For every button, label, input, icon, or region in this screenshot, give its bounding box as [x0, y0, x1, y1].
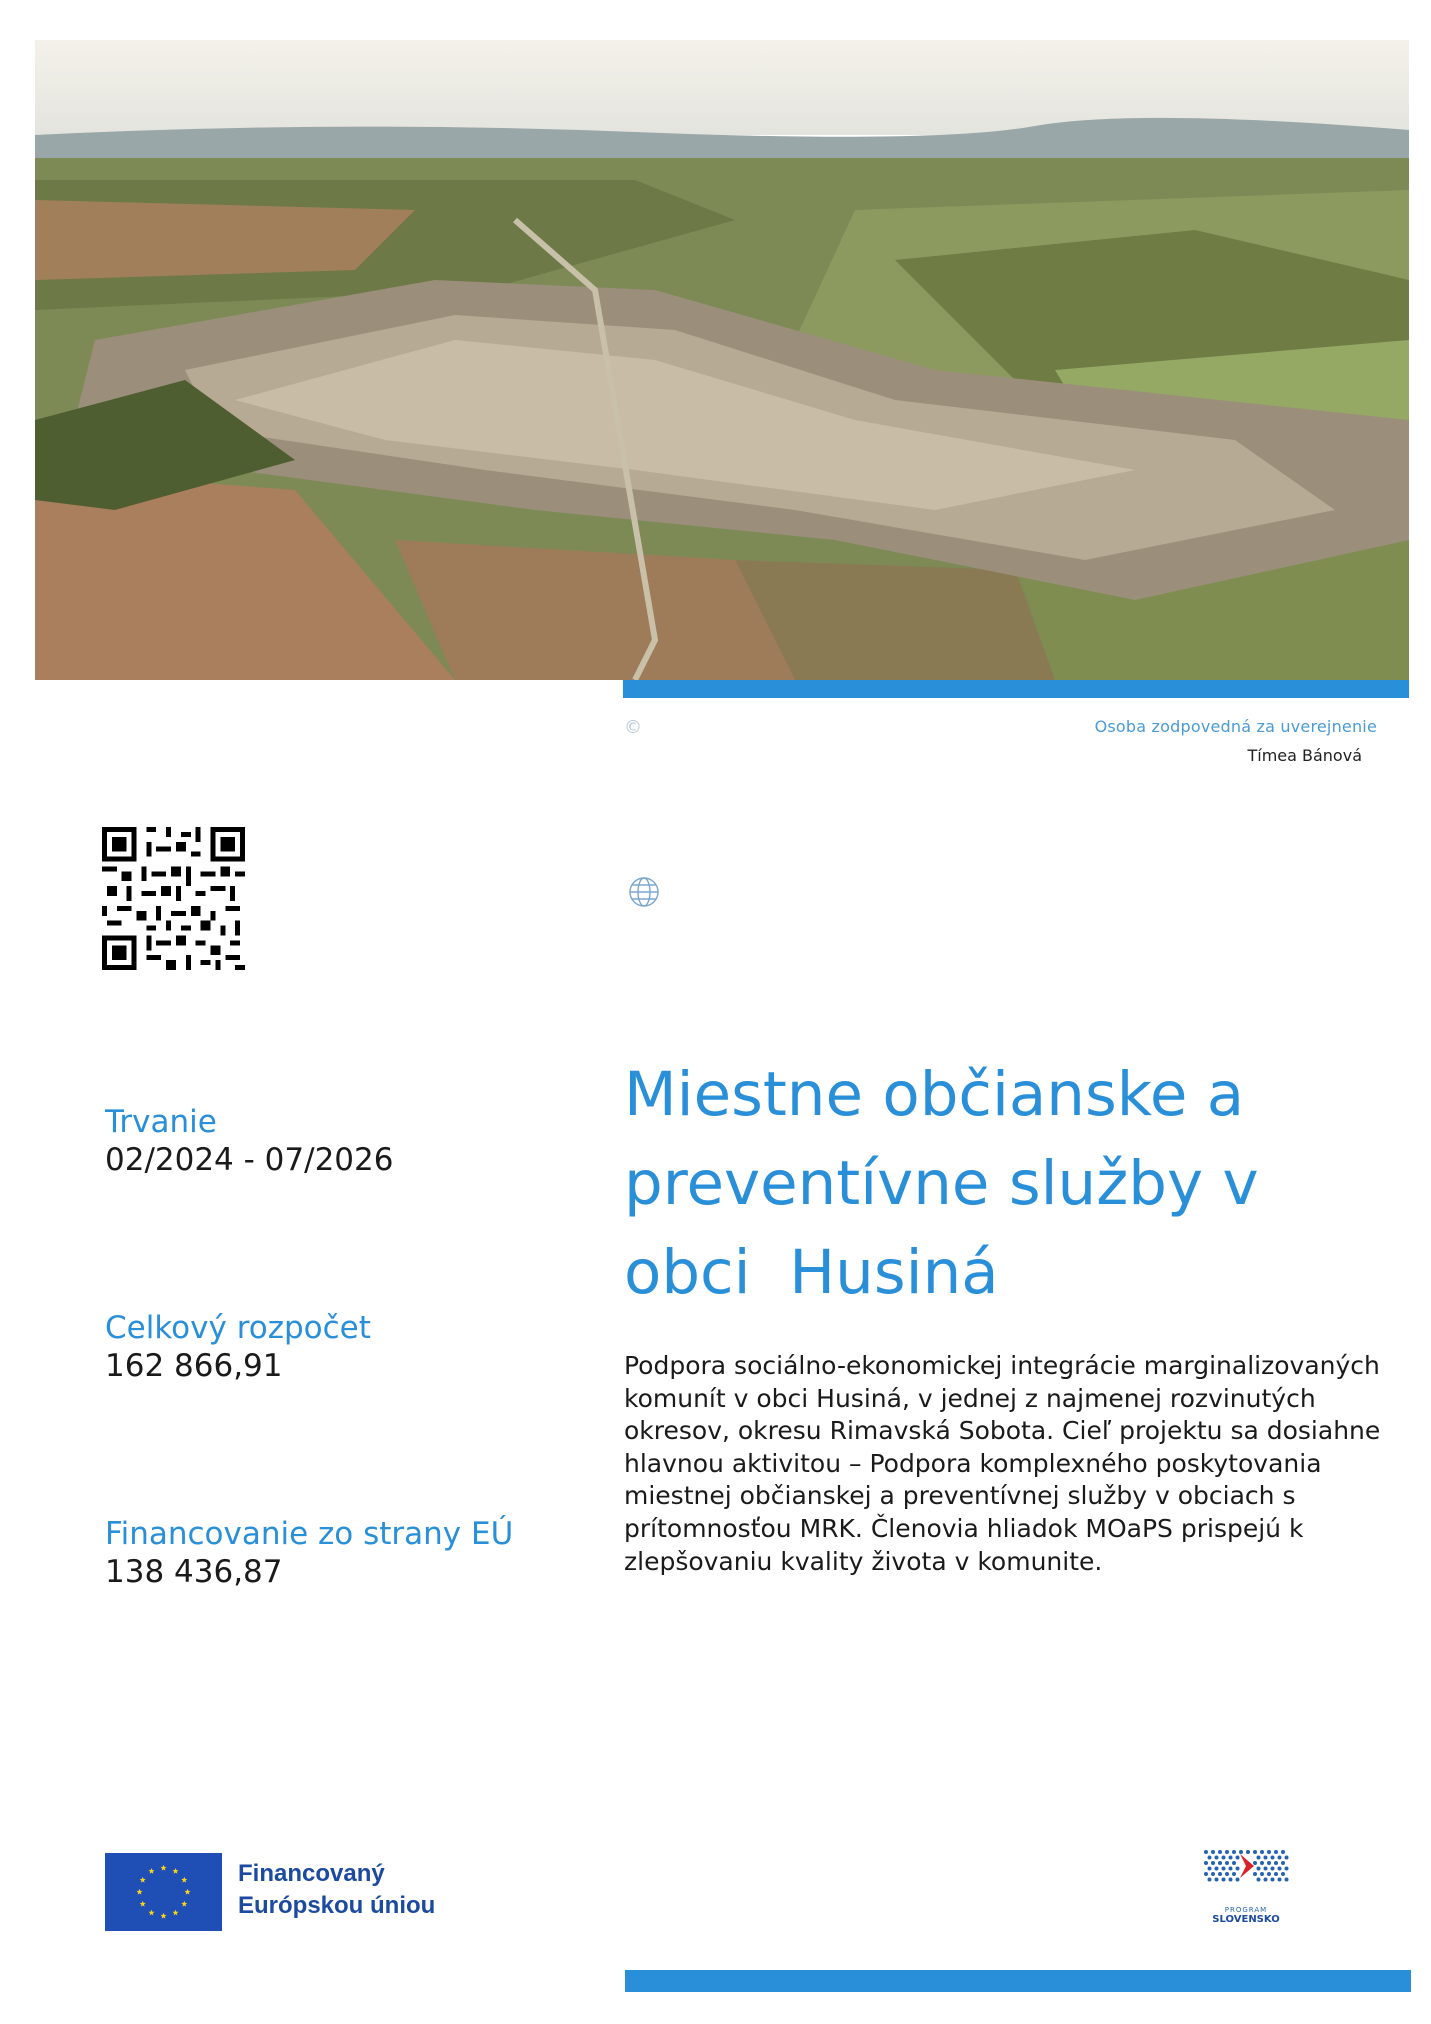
eu-funding-block — [105, 1515, 513, 1591]
duration-value: 02/2024 - 07/2026 — [105, 1142, 394, 1178]
logo-dot — [1285, 1856, 1289, 1860]
copyright-icon: © — [624, 717, 642, 738]
logo-dot — [1222, 1856, 1226, 1860]
logo-dot — [1257, 1878, 1261, 1882]
logo-dot — [1239, 1850, 1243, 1854]
publisher-label: Osoba zodpovedná za uverejnenie — [1094, 717, 1377, 736]
logo-dot — [1204, 1861, 1208, 1865]
eu-funded-line1: Financovaný — [238, 1860, 385, 1887]
logo-dot — [1260, 1872, 1264, 1876]
logo-dot — [1232, 1850, 1236, 1854]
aerial-village-photo — [35, 40, 1409, 680]
logo-dot — [1222, 1867, 1226, 1871]
logo-dot — [1218, 1861, 1222, 1865]
logo-dot — [1204, 1850, 1208, 1854]
program-label: PROGRAM — [1224, 1906, 1268, 1914]
budget-block — [105, 1309, 371, 1385]
logo-dot — [1260, 1850, 1264, 1854]
logo-dot — [1267, 1850, 1271, 1854]
logo-dot — [1285, 1867, 1289, 1871]
logo-dot — [1225, 1872, 1229, 1876]
logo-dot — [1253, 1872, 1257, 1876]
logo-dot — [1274, 1872, 1278, 1876]
logo-dot — [1253, 1850, 1257, 1854]
logo-dot — [1271, 1878, 1275, 1882]
logo-dot — [1257, 1856, 1261, 1860]
logo-dot — [1278, 1867, 1282, 1871]
logo-dot — [1208, 1867, 1212, 1871]
logo-dot — [1264, 1878, 1268, 1882]
logo-dot — [1257, 1867, 1261, 1871]
logo-dot — [1264, 1856, 1268, 1860]
logo-dot — [1267, 1872, 1271, 1876]
logo-dot — [1211, 1861, 1215, 1865]
logo-dot — [1267, 1861, 1271, 1865]
logo-dot — [1278, 1856, 1282, 1860]
logo-dot — [1232, 1872, 1236, 1876]
logo-dot — [1211, 1872, 1215, 1876]
qr-code-icon[interactable] — [102, 827, 245, 970]
logo-dot — [1208, 1856, 1212, 1860]
logo-dot — [1236, 1856, 1240, 1860]
logo-dot — [1229, 1867, 1233, 1871]
logo-dot — [1218, 1850, 1222, 1854]
logo-dot — [1225, 1850, 1229, 1854]
logo-dot — [1281, 1872, 1285, 1876]
logo-dot — [1271, 1856, 1275, 1860]
logo-dot — [1246, 1850, 1250, 1854]
eu-flag-icon — [105, 1853, 222, 1931]
logo-dot — [1253, 1861, 1257, 1865]
program-name: SLOVENSKO — [1212, 1914, 1280, 1925]
budget-label: Celkový rozpočet — [105, 1310, 371, 1346]
logo-dot — [1281, 1861, 1285, 1865]
logo-dot — [1225, 1861, 1229, 1865]
bottom-accent-bar — [625, 1970, 1411, 1992]
logo-dot — [1229, 1856, 1233, 1860]
logo-dot — [1229, 1878, 1233, 1882]
eu-funding-value: 138 436,87 — [105, 1554, 283, 1590]
top-accent-bar — [623, 680, 1409, 698]
publisher-name: Tímea Bánová — [1247, 746, 1362, 765]
logo-dot — [1208, 1878, 1212, 1882]
logo-dot — [1274, 1861, 1278, 1865]
logo-dot — [1222, 1878, 1226, 1882]
logo-dot — [1232, 1861, 1236, 1865]
duration-label: Trvanie — [105, 1104, 217, 1140]
budget-value: 162 866,91 — [105, 1348, 283, 1384]
logo-dot — [1274, 1850, 1278, 1854]
logo-dot — [1285, 1878, 1289, 1882]
logo-dot — [1215, 1867, 1219, 1871]
project-description: Podpora sociálno-ekonomickej integrácie marginalizovaných komunít v obci Husiná, v jednej z najmenej rozvinutých okresov, okresu Rimavská Sobota. Cieľ projektu sa dosiahne hlavnou aktivitou – Podpora komplexného poskytovania miestnej občianskej a preventívnej služby v obciach s prítomnosťou MRK. Členovia hliadok MOaPS prispejú k zlepšovaniu kvality života v komunite. — [624, 1351, 1381, 1576]
logo-dot — [1264, 1867, 1268, 1871]
duration-block — [105, 1103, 393, 1179]
logo-dot — [1236, 1878, 1240, 1882]
logo-dot — [1215, 1878, 1219, 1882]
globe-icon[interactable] — [627, 875, 661, 909]
eu-funded-line2: Európskou úniou — [238, 1892, 436, 1919]
logo-dot — [1236, 1867, 1240, 1871]
eu-funding-logo-text — [238, 1858, 435, 1922]
logo-dot — [1218, 1872, 1222, 1876]
project-title: Miestne občianske a preventívne služby v obci Husiná — [624, 1059, 1278, 1308]
logo-dot — [1278, 1878, 1282, 1882]
logo-dot — [1281, 1850, 1285, 1854]
logo-dot — [1211, 1850, 1215, 1854]
logo-dot — [1204, 1872, 1208, 1876]
logo-dot — [1271, 1867, 1275, 1871]
eu-funding-label: Financovanie zo strany EÚ — [105, 1516, 514, 1552]
logo-dot — [1260, 1861, 1264, 1865]
logo-dot — [1215, 1856, 1219, 1860]
